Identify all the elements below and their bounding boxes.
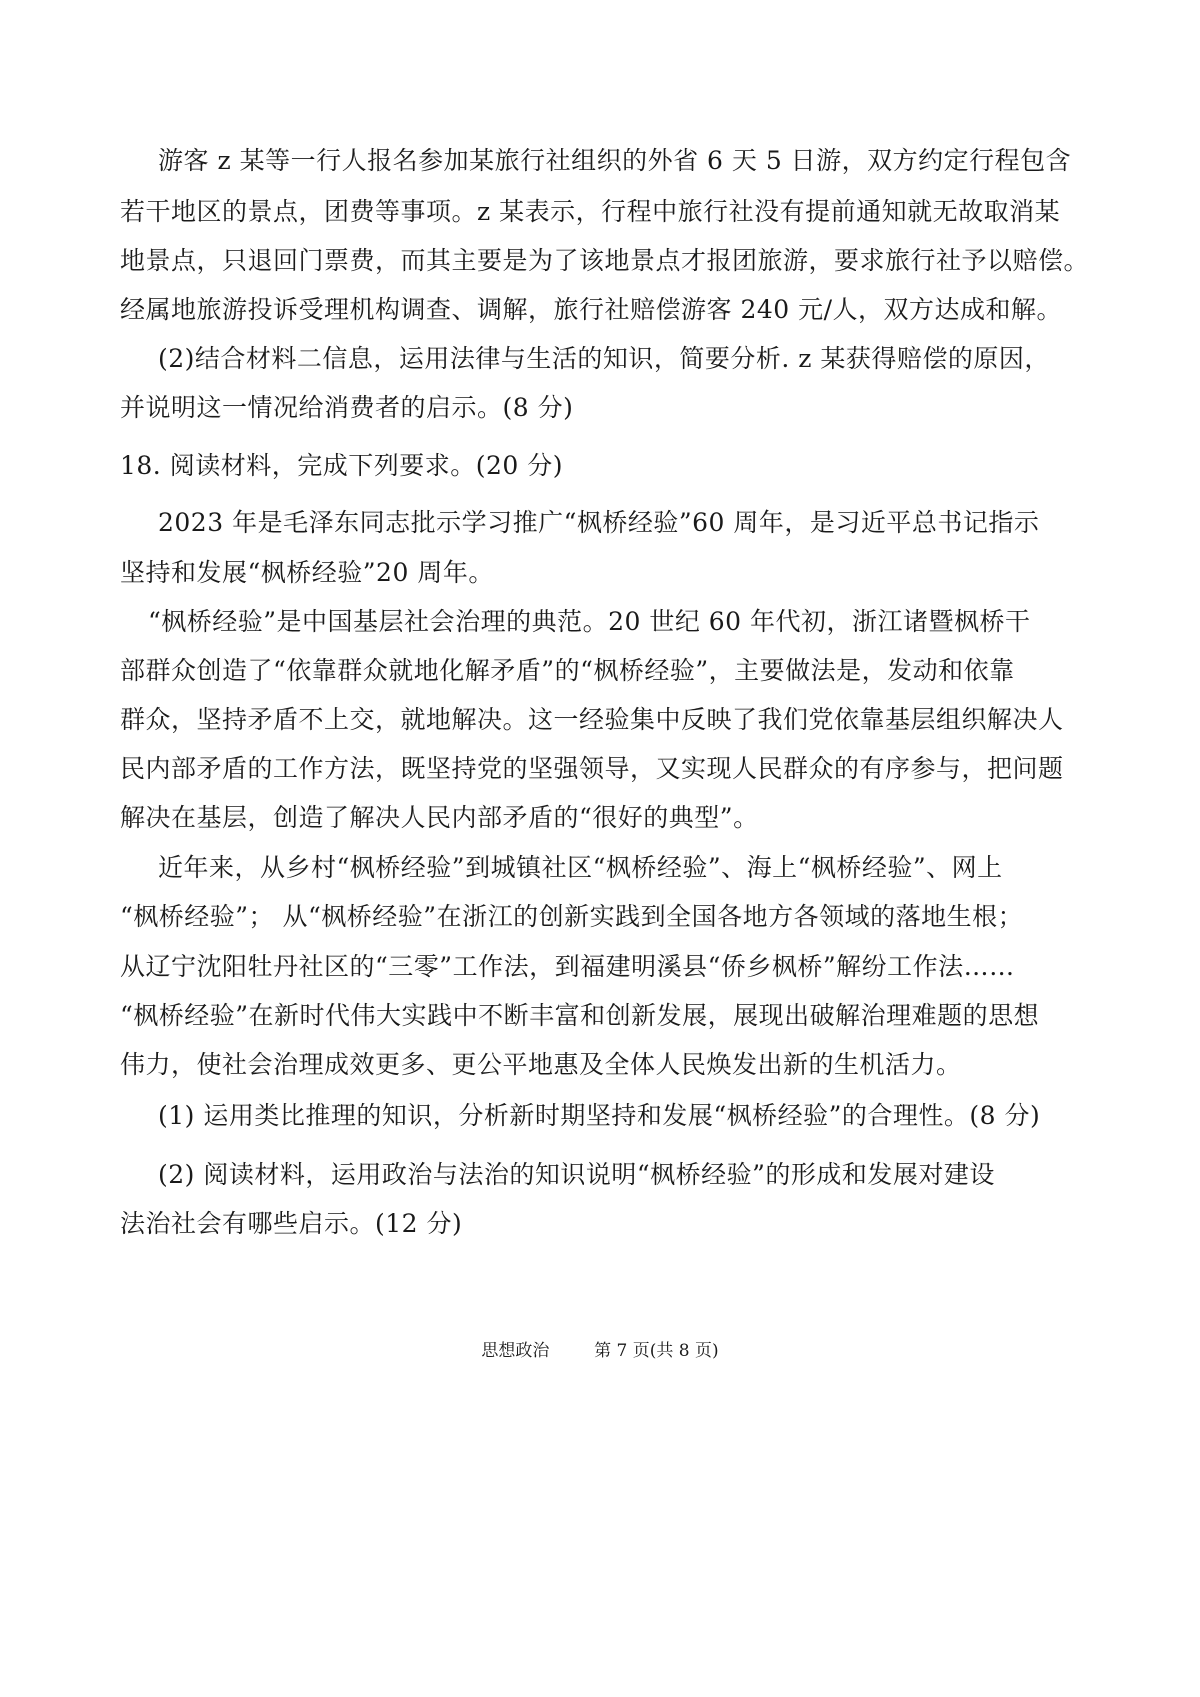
q18-para2-line-1: “枫桥经验”是中国基层社会治理的典范。20 世纪 60 年代初，浙江诸暨枫桥干 [148, 607, 1031, 636]
q18-sub1: (1) 运用类比推理的知识，分析新时期坚持和发展“枫桥经验”的合理性。(8 分) [158, 1101, 1041, 1130]
q17-sub2-line-2: 并说明这一情况给消费者的启示。(8 分) [120, 393, 574, 422]
q18-para3-line-4: “枫桥经验”在新时代伟大实践中不断丰富和创新发展，展现出破解治理难题的思想 [120, 1001, 1040, 1030]
q18-para3-line-1: 近年来，从乡村“枫桥经验”到城镇社区“枫桥经验”、海上“枫桥经验”、网上 [158, 853, 1003, 882]
q18-para2-line-4: 民内部矛盾的工作方法，既坚持党的坚强领导，又实现人民群众的有序参与，把问题 [120, 754, 1064, 783]
q18-para3-line-5: 伟力，使社会治理成效更多、更公平地惠及全体人民焕发出新的生机活力。 [120, 1050, 962, 1079]
q18-para3-line-2: “枫桥经验”； 从“枫桥经验”在浙江的创新实践到全国各地方各领域的落地生根； [120, 902, 1024, 931]
material-two-line-4: 经属地旅游投诉受理机构调查、调解，旅行社赔偿游客 240 元/人，双方达成和解。 [120, 295, 1063, 324]
material-two-line-2: 若干地区的景点，团费等事项。z 某表示，行程中旅行社没有提前通知就无故取消某 [120, 197, 1061, 226]
q18-para2-line-3: 群众，坚持矛盾不上交，就地解决。这一经验集中反映了我们党依靠基层组织解决人 [120, 705, 1064, 734]
q17-sub2-line-1: (2)结合材料二信息，运用法律与生活的知识，简要分析. z 某获得赔偿的原因， [158, 344, 1050, 373]
q18-para1-line-2: 坚持和发展“枫桥经验”20 周年。 [120, 558, 494, 587]
q18-heading: 18. 阅读材料，完成下列要求。(20 分) [120, 451, 563, 480]
footer-subject: 思想政治 [481, 1341, 550, 1361]
q18-para2-line-5: 解决在基层，创造了解决人民内部矛盾的“很好的典型”。 [120, 803, 759, 832]
material-two-line-1: 游客 z 某等一行人报名参加某旅行社组织的外省 6 天 5 日游，双方约定行程包含 [158, 146, 1072, 175]
q18-para2-line-2: 部群众创造了“依靠群众就地化解矛盾”的“枫桥经验”，主要做法是，发动和依靠 [120, 656, 1015, 685]
page-footer [0, 1340, 1200, 1362]
q18-para1-line-1: 2023 年是毛泽东同志批示学习推广“枫桥经验”60 周年，是习近平总书记指示 [158, 508, 1040, 537]
material-two-line-3: 地景点，只退回门票费，而其主要是为了该地景点才报团旅游，要求旅行社予以赔偿。 [120, 246, 1090, 275]
q18-para3-line-3: 从辽宁沈阳牡丹社区的“三零”工作法，到福建明溪县“侨乡枫桥”解纷工作法…… [120, 952, 1015, 981]
q18-sub2-line-2: 法治社会有哪些启示。(12 分) [120, 1209, 463, 1238]
footer-page-number: 第 7 页(共 8 页) [594, 1341, 719, 1361]
q18-sub2-line-1: (2) 阅读材料，运用政治与法治的知识说明“枫桥经验”的形成和发展对建设 [158, 1160, 995, 1189]
